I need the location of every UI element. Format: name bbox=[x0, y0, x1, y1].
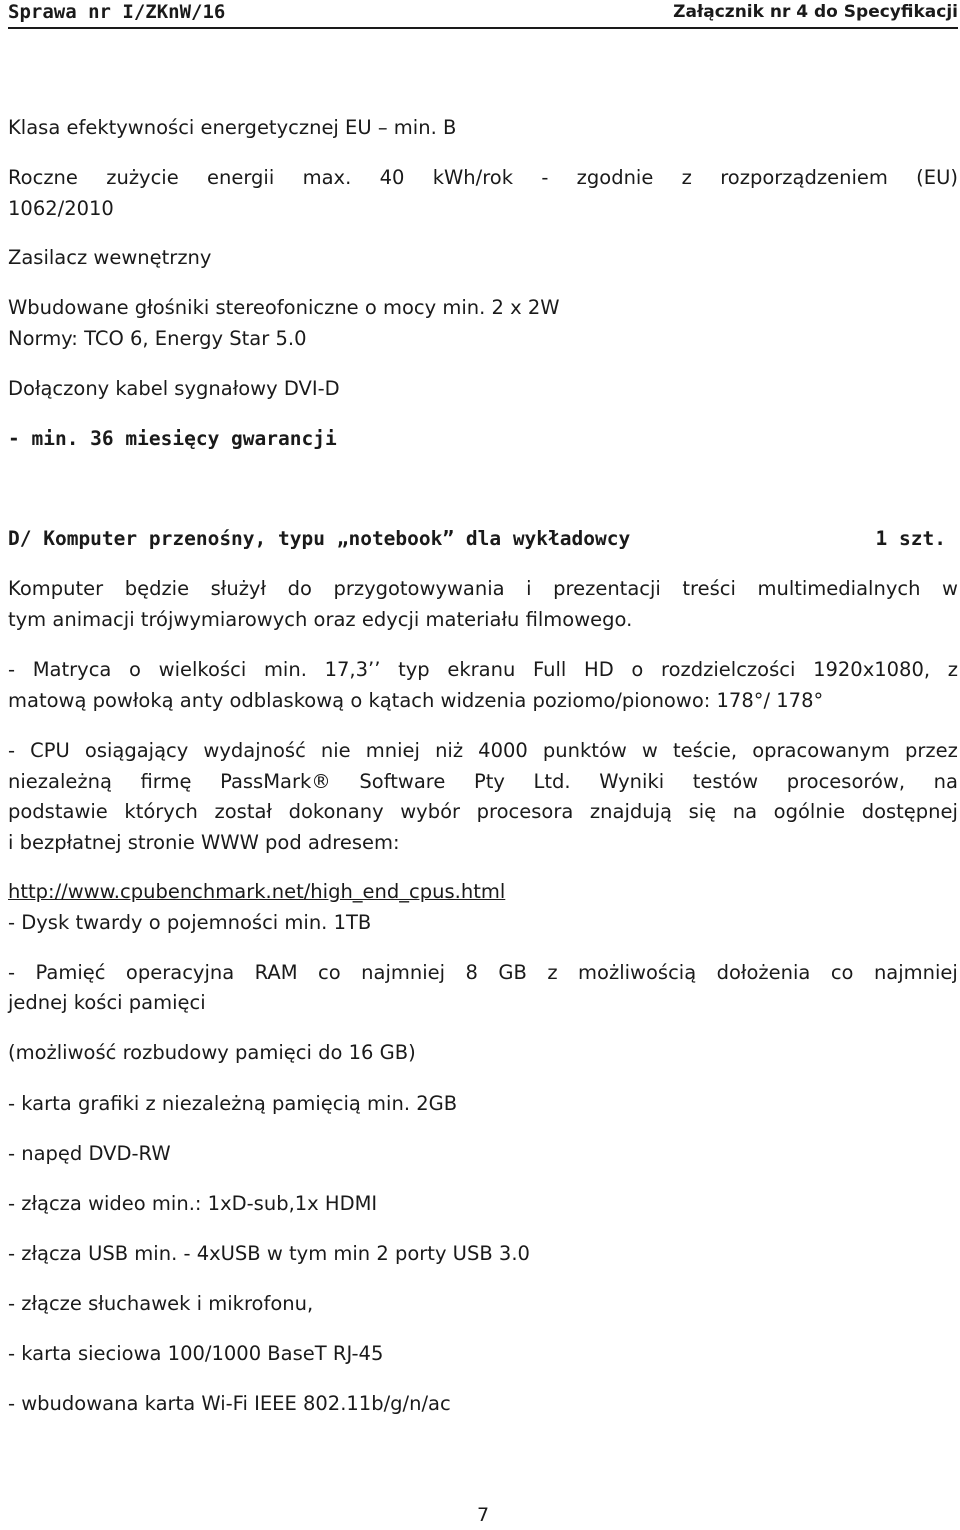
cpubenchmark-link[interactable]: http://www.cpubenchmark.net/high_end_cpus.html bbox=[8, 880, 506, 903]
power-supply: Zasilacz wewnętrzny bbox=[8, 246, 212, 269]
cpu-line3: podstawie których został dokonany wybór procesora znajdują się na ogólnie dostępnej bbox=[8, 800, 958, 823]
cpu-line4: i bezpłatnej stronie WWW pod adresem: bbox=[8, 831, 400, 854]
section-d-title: D/ Komputer przenośny, typu „notebook” dla wykładowcy bbox=[8, 527, 631, 550]
energy-consumption-line1: Roczne zużycie energii max. 40 kWh/rok - zgodnie z rozporządzeniem (EU) bbox=[8, 166, 958, 189]
audio-ports: - złącze słuchawek i mikrofonu, bbox=[8, 1292, 314, 1315]
speakers: Wbudowane głośniki stereofoniczne o mocy min. 2 x 2W bbox=[8, 296, 560, 319]
intro-line2: tym animacji trójwymiarowych oraz edycji materiału filmowego. bbox=[8, 608, 633, 631]
energy-consumption-line2: 1062/2010 bbox=[8, 197, 114, 220]
energy-class: Klasa efektywności energetycznej EU – min. B bbox=[8, 116, 457, 139]
ram-line1: - Pamięć operacyjna RAM co najmniej 8 GB z możliwością dołożenia co najmniej bbox=[8, 961, 958, 984]
page-number: 7 bbox=[476, 1504, 490, 1526]
network-card: - karta sieciowa 100/1000 BaseT RJ-45 bbox=[8, 1342, 384, 1365]
warranty: - min. 36 miesięcy gwarancji bbox=[8, 427, 337, 450]
usb-ports: - złącza USB min. - 4xUSB w tym min 2 porty USB 3.0 bbox=[8, 1242, 530, 1265]
cpu-line2: niezależną firmę PassMark® Software Pty Ltd. Wyniki testów procesorów, na bbox=[8, 770, 958, 793]
case-number: Sprawa nr I/ZKnW/16 bbox=[8, 1, 226, 23]
ram-line2: jednej kości pamięci bbox=[8, 991, 206, 1014]
graphics: - karta grafiki z niezależną pamięcią min. 2GB bbox=[8, 1092, 458, 1115]
section-d-heading bbox=[8, 524, 958, 554]
standards: Normy: TCO 6, Energy Star 5.0 bbox=[8, 327, 307, 350]
cable: Dołączony kabel sygnałowy DVI-D bbox=[8, 377, 340, 400]
attachment-title: Załącznik nr 4 do Specyfikacji bbox=[673, 2, 958, 22]
disk: - Dysk twardy o pojemności min. 1TB bbox=[8, 911, 372, 934]
video-ports: - złącza wideo min.: 1xD-sub,1x HDMI bbox=[8, 1192, 378, 1215]
matrix-line2: matową powłoką anty odblaskową o kątach widzenia poziomo/pionowo: 178°/ 178° bbox=[8, 689, 824, 712]
cpu-line1: - CPU osiągający wydajność nie mniej niż 4000 punktów w teście, opracowanym przez bbox=[8, 739, 958, 762]
page-header bbox=[8, 0, 958, 29]
document-page bbox=[8, 0, 958, 1525]
matrix-line1: - Matryca o wielkości min. 17,3’’ typ ekranu Full HD o rozdzielczości 1920x1080, z bbox=[8, 658, 958, 681]
intro-line1: Komputer będzie służył do przygotowywania i prezentacji treści multimedialnych w bbox=[8, 577, 958, 600]
wifi-card: - wbudowana karta Wi-Fi IEEE 802.11b/g/n/ac bbox=[8, 1392, 451, 1415]
drive: - napęd DVD-RW bbox=[8, 1142, 171, 1165]
section-d-quantity: 1 szt. bbox=[875, 527, 946, 550]
ram-expansion: (możliwość rozbudowy pamięci do 16 GB) bbox=[8, 1041, 416, 1064]
